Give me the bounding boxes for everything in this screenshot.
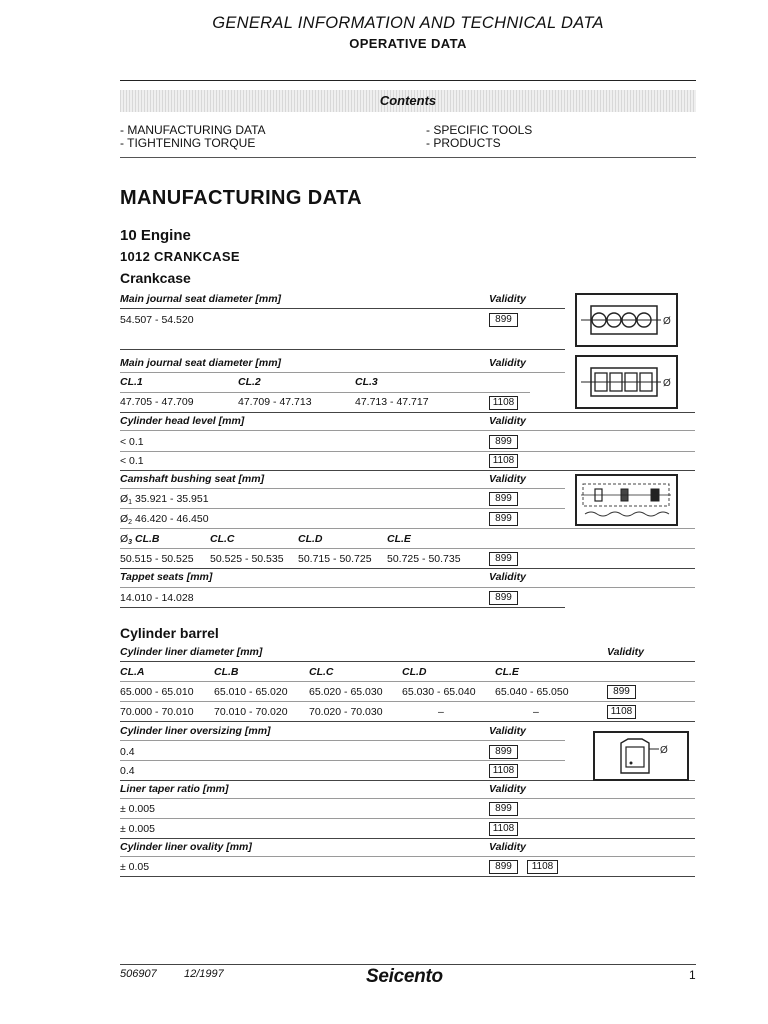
contents-right-list xyxy=(426,124,532,150)
engine-heading: 10 Engine xyxy=(120,227,191,244)
class-value: 50.525 - 50.535 xyxy=(210,553,284,565)
camshaft-row-2 xyxy=(120,513,209,526)
head-level-value: < 0.1 xyxy=(120,436,144,448)
validity-badge: 1108 xyxy=(527,860,558,874)
main-seat-2-label: Main journal seat diameter [mm] xyxy=(120,357,282,369)
validity-label: Validity xyxy=(489,725,526,737)
class-label: CL.2 xyxy=(238,376,261,388)
table-rule xyxy=(120,838,695,839)
table-rule xyxy=(120,856,695,857)
taper-label: Liner taper ratio [mm] xyxy=(120,783,229,795)
liner-value: 65.000 - 65.010 xyxy=(120,686,194,698)
main-seat-1-label: Main journal seat diameter [mm] xyxy=(120,293,282,305)
oversizing-value: 0.4 xyxy=(120,765,135,777)
footer-date: 12/1997 xyxy=(184,968,224,980)
diameter-symbol: Ø xyxy=(120,533,129,545)
validity-label: Validity xyxy=(489,841,526,853)
svg-text:Ø: Ø xyxy=(663,316,671,327)
class-label: CL.D xyxy=(402,666,427,678)
validity-label: Validity xyxy=(489,357,526,369)
subscript: 2 xyxy=(128,519,133,526)
validity-badge: 1108 xyxy=(489,396,518,410)
liner-value: 65.040 - 65.050 xyxy=(495,686,569,698)
toc-item: - PRODUCTS xyxy=(426,136,501,150)
main-seat-2-diagram xyxy=(575,355,678,409)
liner-value: 65.020 - 65.030 xyxy=(309,686,383,698)
oversizing-label: Cylinder liner oversizing [mm] xyxy=(120,725,271,737)
toc-item: - SPECIFIC TOOLS xyxy=(426,123,533,137)
validity-badge: 899 xyxy=(489,512,518,526)
table-rule xyxy=(120,701,695,702)
table-rule xyxy=(120,760,565,761)
class-label: CL.D xyxy=(298,533,323,545)
liner-value: 65.030 - 65.040 xyxy=(402,686,476,698)
table-rule xyxy=(120,876,695,877)
validity-badge: 1108 xyxy=(489,764,518,778)
validity-badge: 899 xyxy=(489,552,518,566)
class-label: CL.C xyxy=(210,533,235,545)
ovality-label: Cylinder liner ovality [mm] xyxy=(120,841,252,853)
table-rule xyxy=(120,349,565,350)
table-rule xyxy=(120,818,695,819)
class-label: CL.3 xyxy=(355,376,378,388)
head-level-label: Cylinder head level [mm] xyxy=(120,415,245,427)
table-rule xyxy=(120,372,565,373)
main-seat-1-value: 54.507 - 54.520 xyxy=(120,314,194,326)
table-rule xyxy=(120,508,565,509)
validity-badge: 899 xyxy=(489,802,518,816)
page-header-subtitle: OPERATIVE DATA xyxy=(349,36,467,51)
liner-oversizing-diagram xyxy=(593,731,689,781)
validity-badge: 899 xyxy=(489,435,518,449)
table-rule xyxy=(120,681,695,682)
contents-left-list xyxy=(120,124,266,150)
footer-code: 506907 xyxy=(120,968,157,980)
table-rule xyxy=(120,548,695,549)
camshaft-diagram-drawing xyxy=(577,476,676,524)
class-label: CL.E xyxy=(387,533,411,545)
liner-value: – xyxy=(438,706,444,718)
camshaft-value: 35.921 - 35.951 xyxy=(135,493,209,505)
validity-label: Validity xyxy=(489,571,526,583)
class-label: CL.E xyxy=(495,666,519,678)
head-level-value: < 0.1 xyxy=(120,455,144,467)
taper-value: ± 0.005 xyxy=(120,803,155,815)
class-label: CL.1 xyxy=(120,376,143,388)
table-rule xyxy=(120,568,695,569)
table-rule xyxy=(120,488,565,489)
class-label: CL.A xyxy=(120,666,145,678)
camshaft-label: Camshaft bushing seat [mm] xyxy=(120,473,265,485)
table-rule xyxy=(120,587,695,588)
main-seat-diagram xyxy=(575,293,678,347)
class-value: 47.705 - 47.709 xyxy=(120,396,194,408)
validity-badge: 899 xyxy=(489,313,518,327)
liner-value: 70.000 - 70.010 xyxy=(120,706,194,718)
class-value: 50.725 - 50.735 xyxy=(387,553,461,565)
tappet-label: Tappet seats [mm] xyxy=(120,571,213,583)
class-value: 50.715 - 50.725 xyxy=(298,553,372,565)
liner-oversizing-diagram-drawing xyxy=(595,733,687,779)
table-rule xyxy=(120,721,695,722)
class-value: 47.713 - 47.717 xyxy=(355,396,429,408)
liner-value: 70.020 - 70.030 xyxy=(309,706,383,718)
class-label: CL.C xyxy=(309,666,334,678)
liner-value: 65.010 - 65.020 xyxy=(214,686,288,698)
liner-value: – xyxy=(533,706,539,718)
table-rule xyxy=(120,661,695,662)
section-title: MANUFACTURING DATA xyxy=(120,187,362,209)
table-rule xyxy=(120,607,565,608)
camshaft-diagram xyxy=(575,474,678,526)
main-seat-diagram-drawing xyxy=(577,295,676,345)
camshaft-value: 46.420 - 46.450 xyxy=(135,513,209,525)
table-rule xyxy=(120,798,695,799)
table-rule xyxy=(120,528,695,529)
class-value: 47.709 - 47.713 xyxy=(238,396,312,408)
tappet-value: 14.010 - 14.028 xyxy=(120,592,194,604)
camshaft-row-3-symbol xyxy=(120,533,160,546)
subscript: 3 xyxy=(128,539,133,546)
validity-label: Validity xyxy=(489,415,526,427)
validity-badge: 1108 xyxy=(489,822,518,836)
table-rule xyxy=(120,740,565,741)
validity-label: Validity xyxy=(489,293,526,305)
contents-rule xyxy=(120,157,696,158)
taper-value: ± 0.005 xyxy=(120,823,155,835)
group-heading: 1012 CRANKCASE xyxy=(120,249,240,264)
subscript: 1 xyxy=(128,499,133,506)
validity-badge: 899 xyxy=(489,745,518,759)
liner-diameter-label: Cylinder liner diameter [mm] xyxy=(120,646,263,658)
diameter-symbol: Ø xyxy=(120,493,129,505)
validity-badge: 899 xyxy=(489,860,518,874)
table-rule xyxy=(120,470,695,471)
main-seat-2-diagram-drawing xyxy=(577,357,676,407)
diameter-symbol: Ø xyxy=(120,513,129,525)
svg-text:Ø: Ø xyxy=(663,378,671,389)
validity-badge: 1108 xyxy=(607,705,636,719)
svg-text:Ø: Ø xyxy=(660,745,668,756)
brand-logo: Seicento xyxy=(366,966,443,987)
validity-label: Validity xyxy=(607,646,644,658)
footer-rule xyxy=(120,964,696,965)
validity-label: Validity xyxy=(489,783,526,795)
table-rule xyxy=(120,430,695,431)
table-rule xyxy=(120,451,695,452)
table-rule xyxy=(120,392,530,393)
validity-badge: 899 xyxy=(489,591,518,605)
barrel-heading: Cylinder barrel xyxy=(120,625,219,641)
contents-title: Contents xyxy=(120,90,696,112)
ovality-value: ± 0.05 xyxy=(120,861,150,873)
header-rule xyxy=(120,80,696,81)
page-header-title: GENERAL INFORMATION AND TECHNICAL DATA xyxy=(212,14,604,32)
validity-badge: 1108 xyxy=(489,454,518,468)
validity-label: Validity xyxy=(489,473,526,485)
liner-value: 70.010 - 70.020 xyxy=(214,706,288,718)
validity-badge: 899 xyxy=(607,685,636,699)
toc-item: - MANUFACTURING DATA xyxy=(120,123,266,137)
validity-badge: 899 xyxy=(489,492,518,506)
crankcase-heading: Crankcase xyxy=(120,270,191,286)
page-number: 1 xyxy=(689,968,696,982)
table-rule xyxy=(120,412,695,413)
toc-item: - TIGHTENING TORQUE xyxy=(120,136,256,150)
class-label: CL.B xyxy=(135,533,160,545)
class-label: CL.B xyxy=(214,666,239,678)
class-value: 50.515 - 50.525 xyxy=(120,553,194,565)
camshaft-row-1 xyxy=(120,493,209,506)
oversizing-value: 0.4 xyxy=(120,746,135,758)
table-rule xyxy=(120,308,565,309)
